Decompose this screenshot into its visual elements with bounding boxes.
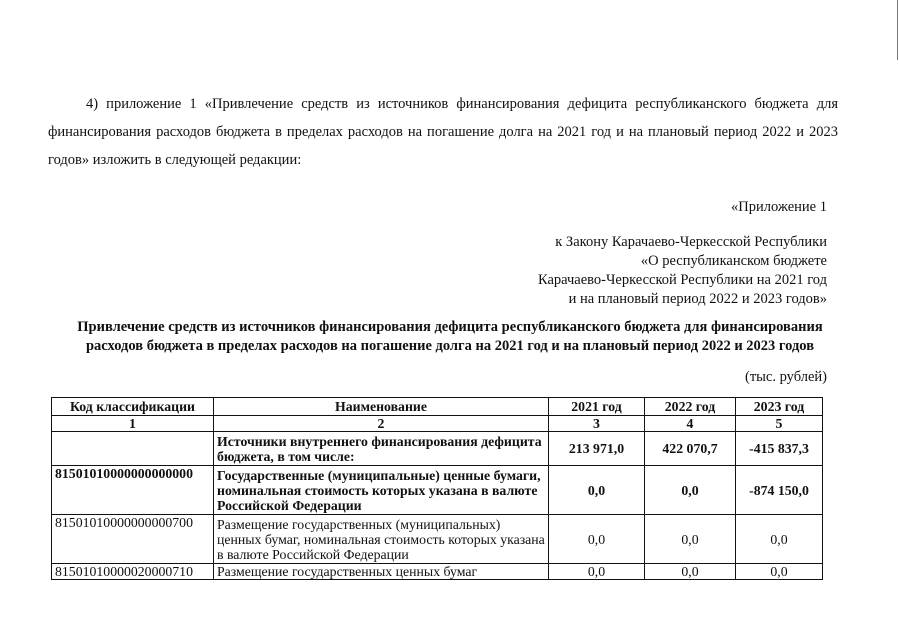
table-row — [52, 515, 823, 564]
row-value-2022: 0,0 — [645, 515, 736, 564]
header-2021: 2021 год — [549, 398, 645, 416]
row-value-2022: 0,0 — [645, 564, 736, 580]
header-name: Наименование — [214, 398, 549, 416]
header-code: Код классификации — [52, 398, 214, 416]
intro-paragraph — [48, 90, 838, 174]
table-header-row — [52, 398, 823, 416]
row-value-2021: 0,0 — [549, 466, 645, 515]
row-value-2021: 0,0 — [549, 515, 645, 564]
row-value-2021: 0,0 — [549, 564, 645, 580]
table-row — [52, 466, 823, 515]
row-name: Государственные (муниципальные) ценные бумаги, номинальная стоимость которых указана в валюте Российской Федерации — [214, 466, 549, 515]
appendix-line: Карачаево-Черкесской Республики на 2021 год — [537, 272, 827, 288]
row-value-2023: 0,0 — [736, 515, 823, 564]
index-cell: 1 — [52, 416, 214, 432]
index-cell: 5 — [736, 416, 823, 432]
header-2023: 2023 год — [736, 398, 823, 416]
appendix-line: и на плановый период 2022 и 2023 годов» — [568, 291, 827, 307]
page-edge-line — [897, 0, 898, 60]
table-row — [52, 564, 823, 580]
row-code: 81501010000000000000 — [52, 466, 214, 515]
row-value-2022: 0,0 — [645, 466, 736, 515]
appendix-line: к Закону Карачаево-Черкесской Республики — [555, 234, 827, 250]
appendix-label: «Приложение 1 — [731, 199, 827, 215]
index-cell: 2 — [214, 416, 549, 432]
appendix-reference — [538, 233, 827, 309]
row-value-2023: -415 837,3 — [736, 432, 823, 466]
header-2022: 2022 год — [645, 398, 736, 416]
row-code: 81501010000000000700 — [52, 515, 214, 564]
row-name: Размещение государственных ценных бумаг — [214, 564, 549, 580]
row-value-2021: 213 971,0 — [549, 432, 645, 466]
document-title — [40, 318, 860, 355]
row-value-2022: 422 070,7 — [645, 432, 736, 466]
row-code: 81501010000020000710 — [52, 564, 214, 580]
row-value-2023: 0,0 — [736, 564, 823, 580]
row-name: Источники внутреннего финансирования дефицита бюджета, в том числе: — [214, 432, 549, 466]
title-line: Привлечение средств из источников финансирования дефицита республиканского бюджета для финансирования — [77, 319, 823, 335]
appendix-line: «О республиканском бюджете — [640, 253, 827, 269]
row-name: Размещение государственных (муниципальных) ценных бумаг, номинальная стоимость которых указана в валюте Российской Федерации — [214, 515, 549, 564]
table-index-row — [52, 416, 823, 432]
row-value-2023: -874 150,0 — [736, 466, 823, 515]
units-label: (тыс. рублей) — [745, 369, 827, 385]
row-code — [52, 432, 214, 466]
table-row — [52, 432, 823, 466]
financing-table — [51, 397, 823, 580]
title-line: расходов бюджета в пределах расходов на погашение долга на 2021 год и на плановый период 2022 и 2023 годов — [85, 337, 815, 354]
index-cell: 4 — [645, 416, 736, 432]
index-cell: 3 — [549, 416, 645, 432]
intro-paragraph-text: 4) приложение 1 «Привлечение средств из источников финансирования дефицита республиканского бюджета для финансирования расходов бюджета в пределах расходов на погашение долга на 2021 год и на плановый период 2022 и 2023 годов» изложить в следующей редакции: — [48, 96, 838, 168]
